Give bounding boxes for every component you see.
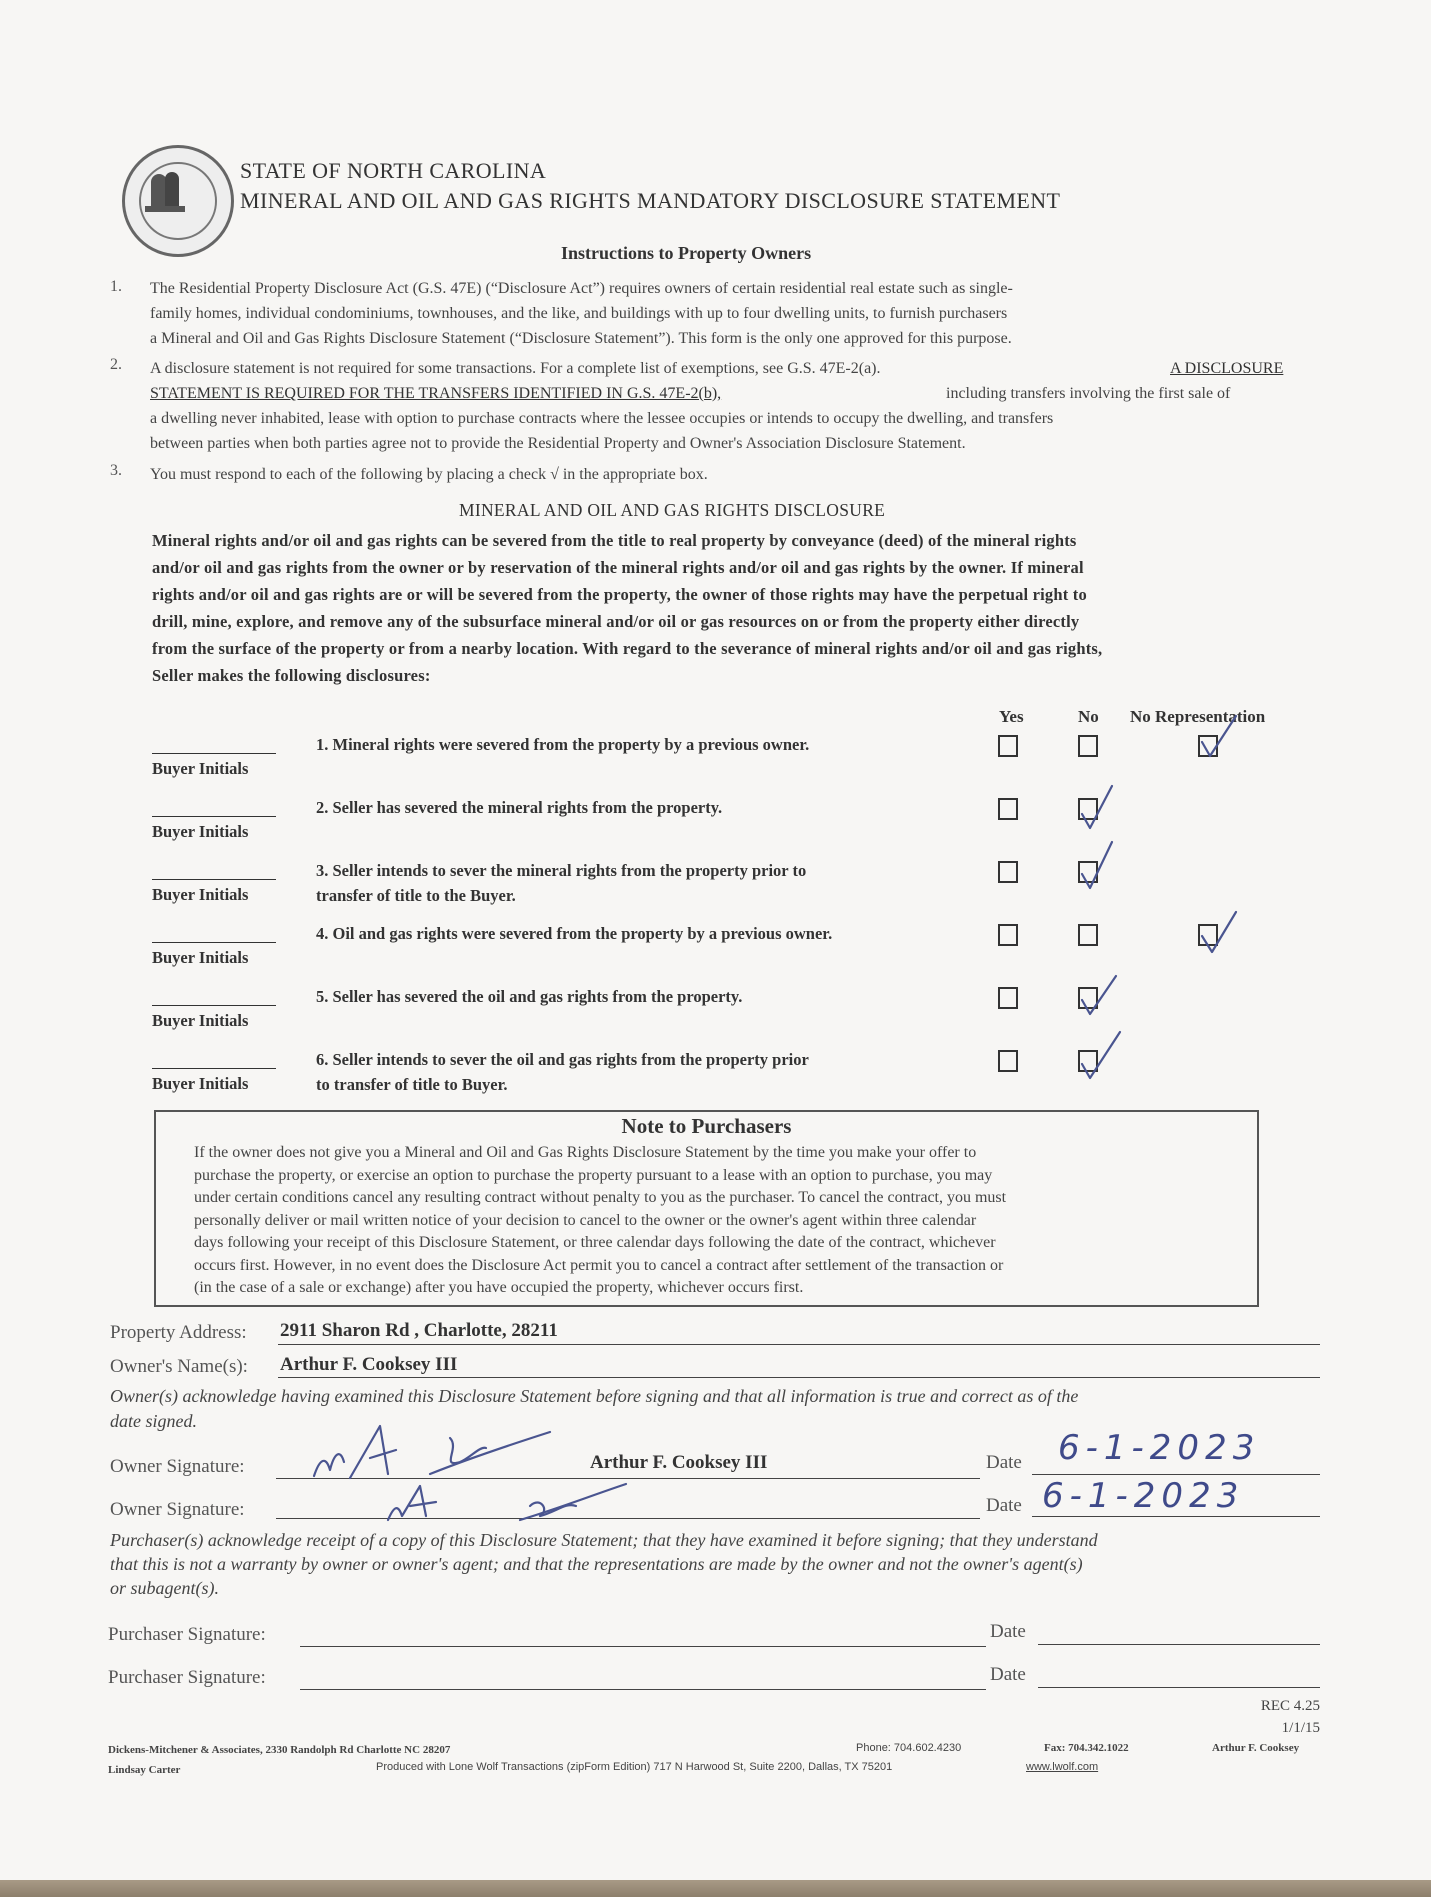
instruction-2-line-3: a dwelling never inhabited, lease with option to purchase contracts where the lessee occupies or intends to occupy the dwelling, and transfers	[150, 410, 1054, 427]
owner-signature-scribble	[380, 1476, 640, 1526]
q5-check-mark	[1076, 970, 1136, 1020]
q2-yes-checkbox[interactable]	[998, 798, 1018, 820]
note-line: (in the case of a sale or exchange) after you have occupied the property, whichever occurs first.	[194, 1279, 804, 1296]
question-text: 4. Oil and gas rights were severed from the property by a previous owner.	[316, 924, 833, 943]
purchaser-date-line[interactable]	[1038, 1644, 1320, 1645]
q2-check-mark	[1076, 782, 1136, 832]
footer-agent: Lindsay Carter	[108, 1764, 181, 1776]
title-line-2: MINERAL AND OIL AND GAS RIGHTS MANDATORY DISCLOSURE STATEMENT	[240, 188, 1061, 213]
footer-produced-with: Produced with Lone Wolf Transactions (zipForm Edition) 717 N Harwood St, Suite 2200, Dallas, TX 75201	[376, 1761, 893, 1773]
owner-date-1: 6-1-2023	[1058, 1428, 1261, 1468]
buyer-initials-label: Buyer Initials	[152, 1011, 249, 1030]
buyer-initials-label: Buyer Initials	[152, 885, 249, 904]
column-no: No	[1078, 707, 1099, 726]
question-text: 2. Seller has severed the mineral rights from the property.	[316, 798, 723, 817]
q1-no-checkbox[interactable]	[1078, 735, 1098, 757]
buyer-initials-line[interactable]	[152, 1068, 276, 1069]
question-text: 1. Mineral rights were severed from the property by a previous owner.	[316, 735, 810, 754]
note-line: under certain conditions cancel any resulting contract without penalty to you as the purchaser. To cancel the contract, you must	[194, 1189, 1007, 1206]
q6-check-mark	[1076, 1030, 1136, 1080]
owner-date-line[interactable]	[1032, 1474, 1320, 1475]
note-line: occurs first. However, in no event does the Disclosure Act permit you to cancel a contract after settlement of the transaction or	[194, 1256, 1004, 1274]
purchaser-signature-line[interactable]	[300, 1646, 986, 1647]
q5-yes-checkbox[interactable]	[998, 987, 1018, 1009]
instruction-1-line-1: The Residential Property Disclosure Act (G.S. 47E) (“Disclosure Act”) requires owners of certain residential real estate such as single-	[150, 280, 1013, 297]
question-text: 5. Seller has severed the oil and gas rights from the property.	[316, 987, 743, 1006]
purchaser-acknowledgement-line-1: Purchaser(s) acknowledge receipt of a copy of this Disclosure Statement; that they have examined it before signing; that they understand	[110, 1530, 1098, 1550]
instruction-number: 3.	[110, 462, 122, 479]
note-line: personally deliver or mail written notice of your decision to cancel to the owner or the owner's agent within three calendar	[194, 1211, 977, 1229]
instruction-3-line-1: You must respond to each of the following by placing a check √ in the appropriate box.	[150, 466, 708, 483]
date-label: Date	[990, 1621, 1026, 1642]
disclosure-heading: MINERAL AND OIL AND GAS RIGHTS DISCLOSURE	[459, 500, 886, 520]
disclosure-line-1: Mineral rights and/or oil and gas rights can be severed from the title to real property by conveyance (deed) of the mineral rights	[152, 531, 1077, 550]
instruction-2-line-4: between parties when both parties agree not to provide the Residential Property and Owner's Association Disclosure Statement.	[150, 435, 966, 452]
buyer-initials-label: Buyer Initials	[152, 948, 249, 967]
note-line: days following your receipt of this Disclosure Statement, or three calendar days following the date of the contract, whichever	[194, 1234, 996, 1251]
property-address-value[interactable]: 2911 Sharon Rd , Charlotte, 28211	[280, 1320, 558, 1341]
property-address-line	[278, 1344, 1320, 1345]
date-label: Date	[986, 1495, 1022, 1516]
disclosure-line-3: rights and/or oil and gas rights are or will be severed from the property, the owner of those rights may have the perpetual right to	[152, 585, 1087, 604]
instruction-2-line-2b: including transfers involving the first sale of	[946, 385, 1231, 402]
footer-phone: Phone: 704.602.4230	[856, 1742, 962, 1754]
footer-firm: Dickens-Mitchener & Associates, 2330 Randolph Rd Charlotte NC 28207	[108, 1744, 451, 1756]
q4-check-mark	[1196, 910, 1256, 960]
footer-website-link[interactable]: www.lwolf.com	[1026, 1761, 1099, 1773]
instruction-2-line-2a: STATEMENT IS REQUIRED FOR THE TRANSFERS IDENTIFIED IN G.S. 47E-2(b),	[150, 385, 722, 402]
q1-check-mark	[1196, 712, 1256, 762]
owner-acknowledgement-line-1: Owner(s) acknowledge having examined this Disclosure Statement before signing and that all information is true and correct as of the	[110, 1386, 1079, 1406]
instruction-number: 1.	[110, 278, 122, 295]
disclosure-line-6: Seller makes the following disclosures:	[152, 666, 431, 685]
footer-owner-reference: Arthur F. Cooksey	[1212, 1742, 1300, 1754]
instructions-heading: Instructions to Property Owners	[561, 243, 812, 263]
purchaser-signature-label: Purchaser Signature:	[108, 1667, 266, 1688]
disclosure-line-5: from the surface of the property or from a nearby location. With regard to the severance of mineral rights and/or oil and gas rights,	[152, 639, 1103, 658]
purchaser-date-line[interactable]	[1038, 1687, 1320, 1688]
title-line-1: STATE OF NORTH CAROLINA	[240, 158, 547, 183]
real-estate-commission-seal	[122, 145, 234, 257]
buyer-initials-line[interactable]	[152, 1005, 276, 1006]
purchaser-signature-label: Purchaser Signature:	[108, 1624, 266, 1645]
property-address-label: Property Address:	[110, 1322, 247, 1343]
q6-yes-checkbox[interactable]	[998, 1050, 1018, 1072]
note-body	[194, 1142, 1224, 1300]
owner-signature-scribble	[310, 1418, 570, 1484]
question-text-continued: transfer of title to the Buyer.	[316, 886, 516, 905]
buyer-initials-line[interactable]	[152, 753, 276, 754]
buyer-initials-label: Buyer Initials	[152, 822, 249, 841]
q3-check-mark	[1076, 840, 1136, 890]
owner-signature-label: Owner Signature:	[110, 1499, 245, 1520]
seal-base	[145, 206, 185, 212]
instruction-2-line-1b: A DISCLOSURE	[1170, 360, 1284, 377]
owner-signature-label: Owner Signature:	[110, 1456, 245, 1477]
q4-yes-checkbox[interactable]	[998, 924, 1018, 946]
column-no-representation: No Representation	[1130, 707, 1266, 726]
table-surface	[0, 1880, 1431, 1897]
buyer-initials-line[interactable]	[152, 879, 276, 880]
disclosure-line-4: drill, mine, explore, and remove any of the subsurface mineral and/or oil or gas resources on or from the property either directly	[152, 612, 1080, 631]
purchaser-signature-line[interactable]	[300, 1689, 986, 1690]
note-line: purchase the property, or exercise an option to purchase the property pursuant to a lease with an option to purchase, you may	[194, 1166, 993, 1184]
note-line: If the owner does not give you a Mineral and Oil and Gas Rights Disclosure Statement by the time you make your offer to	[194, 1144, 977, 1161]
owner-printed-name: Arthur F. Cooksey III	[590, 1452, 768, 1473]
question-text-continued: to transfer of title to Buyer.	[316, 1075, 508, 1094]
footer-fax: Fax: 704.342.1022	[1044, 1742, 1129, 1754]
question-text: 3. Seller intends to sever the mineral rights from the property prior to	[316, 861, 807, 880]
q3-yes-checkbox[interactable]	[998, 861, 1018, 883]
date-label: Date	[986, 1452, 1022, 1473]
form-code: REC 4.25	[1260, 1698, 1320, 1714]
buyer-initials-line[interactable]	[152, 816, 276, 817]
q4-no-checkbox[interactable]	[1078, 924, 1098, 946]
column-yes: Yes	[999, 707, 1024, 726]
date-label: Date	[990, 1664, 1026, 1685]
note-to-purchasers-box	[154, 1110, 1259, 1307]
instruction-1-line-2: family homes, individual condominiums, townhouses, and the like, and buildings with up to four dwelling units, to furnish purchasers	[150, 305, 1008, 322]
owner-names-label: Owner's Name(s):	[110, 1356, 248, 1377]
purchaser-acknowledgement-line-3: or subagent(s).	[110, 1578, 219, 1598]
owner-date-2: 6-1-2023	[1042, 1476, 1245, 1516]
instruction-2-line-1a: A disclosure statement is not required for some transactions. For a complete list of exemptions, see G.S. 47E-2(a).	[150, 360, 881, 377]
seal-figure-right	[165, 172, 179, 208]
form-revision-date: 1/1/15	[1281, 1720, 1320, 1736]
owner-names-value[interactable]: Arthur F. Cooksey III	[280, 1354, 458, 1375]
owner-date-line[interactable]	[1032, 1516, 1320, 1517]
buyer-initials-label: Buyer Initials	[152, 759, 249, 778]
disclosure-line-2: and/or oil and gas rights from the owner or by reservation of the mineral rights and/or oil and gas rights by the owner. If mineral	[152, 558, 1084, 577]
note-title: Note to Purchasers	[621, 1114, 792, 1138]
instruction-number: 2.	[110, 356, 122, 373]
owner-names-line	[278, 1377, 1320, 1378]
question-text: 6. Seller intends to sever the oil and gas rights from the property prior	[316, 1050, 809, 1069]
buyer-initials-line[interactable]	[152, 942, 276, 943]
q1-yes-checkbox[interactable]	[998, 735, 1018, 757]
purchaser-acknowledgement-line-2: that this is not a warranty by owner or owner's agent; and that the representations are made by the owner and not the owner's agent(s)	[110, 1554, 1083, 1574]
instruction-1-line-3: a Mineral and Oil and Gas Rights Disclosure Statement (“Disclosure Statement”). This form is the only one approved for this purpose.	[150, 330, 1012, 347]
owner-acknowledgement-line-2: date signed.	[110, 1411, 197, 1431]
buyer-initials-label: Buyer Initials	[152, 1074, 249, 1093]
